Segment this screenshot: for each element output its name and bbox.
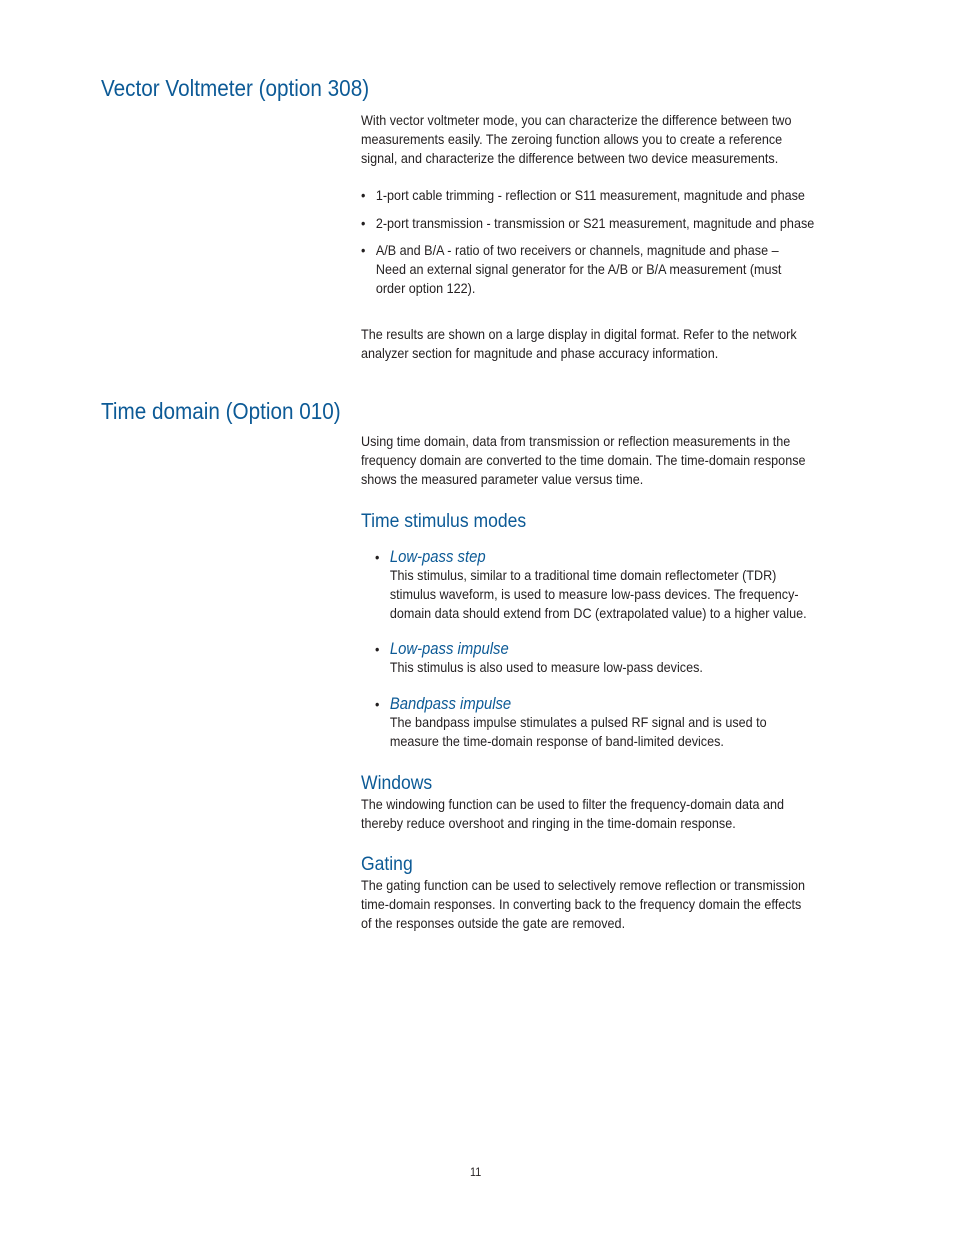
windows-description bbox=[361, 795, 847, 833]
text-line: order option 122). bbox=[375, 280, 476, 296]
text-line: measure the time-domain response of band-limited devices. bbox=[389, 733, 724, 749]
text-line: signal, and characterize the difference between two device measurements. bbox=[361, 150, 779, 166]
text-line: shows the measured parameter value versus time. bbox=[361, 471, 644, 487]
text-line: thereby reduce overshoot and ringing in the time-domain response. bbox=[361, 815, 736, 831]
text-line: 2-port transmission - transmission or S21 measurement, magnitude and phase bbox=[375, 215, 815, 231]
text-line: This stimulus is also used to measure low-pass devices. bbox=[389, 659, 703, 675]
bullet-icon: • bbox=[375, 641, 380, 657]
text-line: This stimulus, similar to a traditional time domain reflectometer (TDR) bbox=[389, 567, 777, 583]
time-domain-intro bbox=[361, 432, 847, 489]
bullet-text bbox=[376, 186, 805, 205]
text-line: With vector voltmeter mode, you can characterize the difference between two bbox=[361, 112, 792, 128]
stimulus-mode-description bbox=[390, 658, 703, 677]
vector-voltmeter-intro bbox=[361, 111, 847, 168]
bullet-icon: • bbox=[361, 242, 366, 258]
heading-time-stimulus-modes: Time stimulus modes bbox=[361, 510, 527, 532]
heading-time-domain: Time domain (Option 010) bbox=[101, 398, 341, 424]
text-line: domain data should extend from DC (extrapolated value) to a higher value. bbox=[389, 605, 807, 621]
bullet-text bbox=[376, 241, 782, 298]
bullet-icon: • bbox=[375, 696, 380, 712]
stimulus-mode-description bbox=[390, 713, 767, 751]
heading-gating: Gating bbox=[361, 853, 413, 875]
bullet-text bbox=[376, 214, 814, 233]
stimulus-mode-title: Bandpass impulse bbox=[389, 695, 512, 713]
text-line: Need an external signal generator for the A/B or B/A measurement (must bbox=[375, 261, 782, 277]
bullet-icon: • bbox=[361, 215, 366, 231]
text-line: The windowing function can be used to filter the frequency-domain data and bbox=[361, 796, 785, 812]
heading-windows: Windows bbox=[361, 772, 433, 794]
text-line: frequency domain are converted to the time domain. The time-domain response bbox=[361, 452, 806, 468]
text-line: A/B and B/A - ratio of two receivers or channels, magnitude and phase – bbox=[375, 242, 779, 258]
text-line: time-domain responses. In converting back to the frequency domain the effects bbox=[361, 896, 802, 912]
text-line: analyzer section for magnitude and phase accuracy information. bbox=[361, 345, 719, 361]
text-line: The results are shown on a large display in digital format. Refer to the network bbox=[361, 326, 797, 342]
stimulus-mode-description bbox=[390, 566, 807, 623]
vector-voltmeter-closing bbox=[361, 325, 847, 363]
bullet-icon: • bbox=[375, 549, 380, 565]
stimulus-mode-title: Low-pass step bbox=[389, 548, 486, 566]
stimulus-mode-title: Low-pass impulse bbox=[389, 640, 509, 658]
text-line: stimulus waveform, is used to measure low-pass devices. The frequency- bbox=[389, 586, 799, 602]
gating-description bbox=[361, 876, 847, 933]
text-line: The bandpass impulse stimulates a pulsed RF signal and is used to bbox=[389, 714, 767, 730]
bullet-icon: • bbox=[361, 187, 366, 203]
text-line: 1-port cable trimming - reflection or S11 measurement, magnitude and phase bbox=[375, 187, 805, 203]
heading-vector-voltmeter: Vector Voltmeter (option 308) bbox=[101, 75, 370, 101]
text-line: of the responses outside the gate are removed. bbox=[361, 915, 626, 931]
text-line: The gating function can be used to selectively remove reflection or transmission bbox=[361, 877, 806, 893]
text-line: measurements easily. The zeroing function allows you to create a reference bbox=[361, 131, 783, 147]
page-number: 11 bbox=[470, 1165, 482, 1179]
text-line: Using time domain, data from transmission or reflection measurements in the bbox=[361, 433, 791, 449]
